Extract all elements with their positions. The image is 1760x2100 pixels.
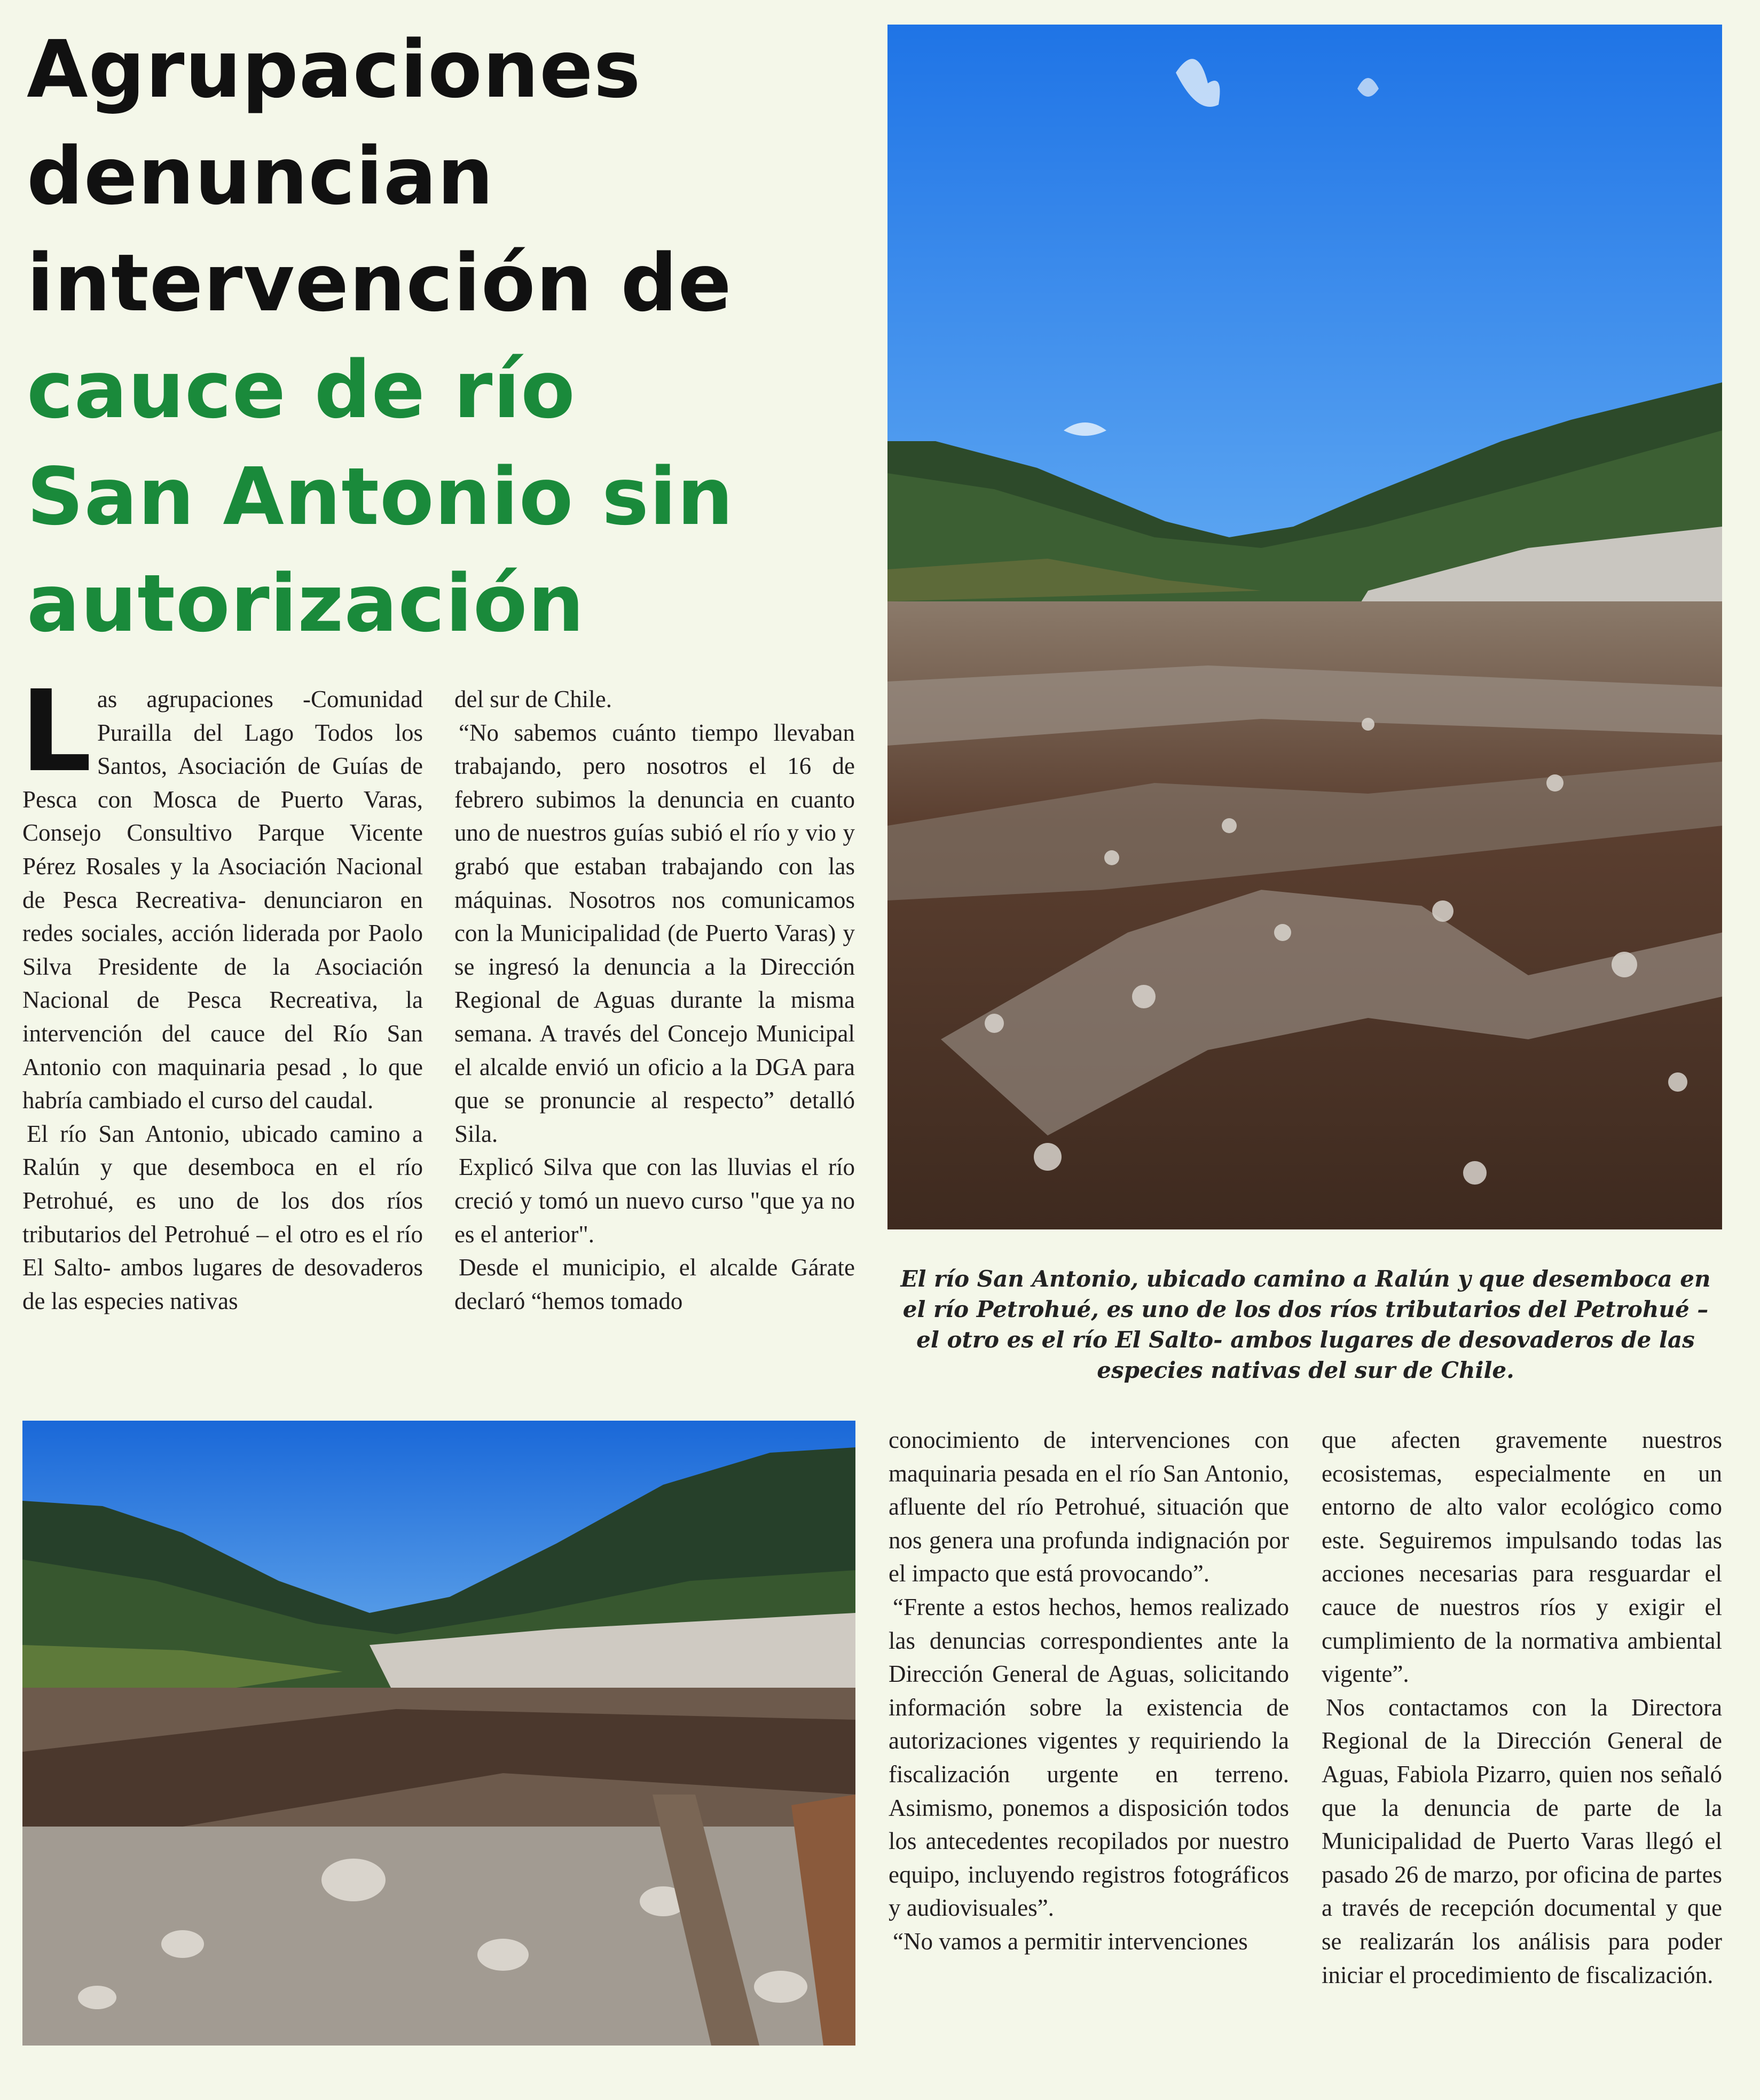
river-photo-top xyxy=(887,25,1722,1229)
photo-caption: El río San Antonio, ubicado camino a Ralún y que desemboca en el río Petrohué, es uno de los dos ríos tributarios del Petrohué – el otro es el río El Salto- ambos lugares de desovaderos de las especies nativas del sur de Chile. xyxy=(900,1266,1711,1383)
paragraph: del sur de Chile. xyxy=(454,686,612,712)
article-column-4 xyxy=(1322,1423,1722,2064)
headline-line: denuncian xyxy=(27,130,494,222)
paragraph: Explicó Silva que con las lluvias el río creció y tomó un nuevo curso "que ya no es el anterior". xyxy=(454,1154,855,1248)
paragraph: “No sabemos cuánto tiempo llevaban trabajando, pero nosotros el 16 de febrero subimos la denuncia en cuanto uno de nuestros guías subió el río y vio y grabó que estaban trabajando con las máquinas. Nosotros nos comunicamos con la Municipalidad (de Puerto Varas) y se ingresó la denuncia a la Dirección Regional de Aguas durante la misma semana. A través del Concejo Municipal el alcalde envió un oficio a la DGA para que se pronuncie al respecto” detalló Sila. xyxy=(454,719,855,1147)
article-column-2 xyxy=(454,683,855,1393)
paragraph: Desde el municipio, el alcalde Gárate declaró “hemos tomado xyxy=(454,1254,855,1314)
paragraph: que afecten gravemente nuestros ecosistemas, especialmente en un entorno de alto valor ecológico como este. Seguiremos impulsando todas las acciones necesarias para resguardar el cauce de nuestros ríos y exigir el cumplimiento de la normativa ambiental vigente”. xyxy=(1322,1427,1722,1688)
headline-line-green: San Antonio sin xyxy=(27,451,734,543)
headline-line: Agrupaciones xyxy=(27,23,641,115)
drop-cap: L xyxy=(20,666,92,797)
headline-line-green: autorización xyxy=(27,558,585,649)
headline-line-green: cauce de río xyxy=(27,344,576,436)
river-photo-bottom xyxy=(22,1421,855,2046)
article-column-3 xyxy=(889,1423,1289,2064)
paragraph: “No vamos a permitir intervenciones xyxy=(893,1927,1248,1955)
headline-line: intervención de xyxy=(27,237,732,329)
paragraph: conocimiento de intervenciones con maquinaria pesada en el río San Antonio, afluente del río Petrohué, situación que nos genera una profunda indignación por el impacto que está provocando”. xyxy=(889,1427,1289,1587)
paragraph: Nos contactamos con la Directora Regional de la Dirección General de Aguas, Fabiola Pizarro, quien nos señaló que la denuncia de parte de la Municipalidad de Puerto Varas llegó el pasado 26 de marzo, por oficina de partes a través de recepción documental y que se realizarán los análisis para poder iniciar el procedimiento de fiscalización. xyxy=(1322,1694,1722,1988)
paragraph: as agrupaciones -Comunidad Purailla del Lago Todos los Santos, Asociación de Guías de Pesca con Mosca de Puerto Varas, Consejo Consultivo Parque Vicente Pérez Rosales y la Asociación Nacional de Pesca Recreativa- denunciaron en redes sociales, acción liderada por Paolo Silva Presidente de la Asociación Nacional de Pesca Recreativa, la intervención del cauce del Río San Antonio con maquinaria pesad , lo que habría cambiado el curso del caudal. xyxy=(22,686,423,1114)
article-column-1 xyxy=(20,666,423,1393)
paragraph: “Frente a estos hechos, hemos realizado las denuncias correspondientes ante la Dirección General de Aguas, solicitando información sobre la existencia de autorizaciones vigentes y requiriendo la fiscalización urgente en terreno. Asimismo, ponemos a disposición todos los antecedentes recopilados por nuestro equipo, incluyendo registros fotográficos y audiovisuales”. xyxy=(889,1593,1289,1922)
headline xyxy=(27,16,860,657)
paragraph: El río San Antonio, ubicado camino a Ralún y que desemboca en el río Petrohué, es uno de los dos ríos tributarios del Petrohué – el otro es el río El Salto- ambos lugares de desovaderos de las especies nativas xyxy=(22,1120,423,1314)
